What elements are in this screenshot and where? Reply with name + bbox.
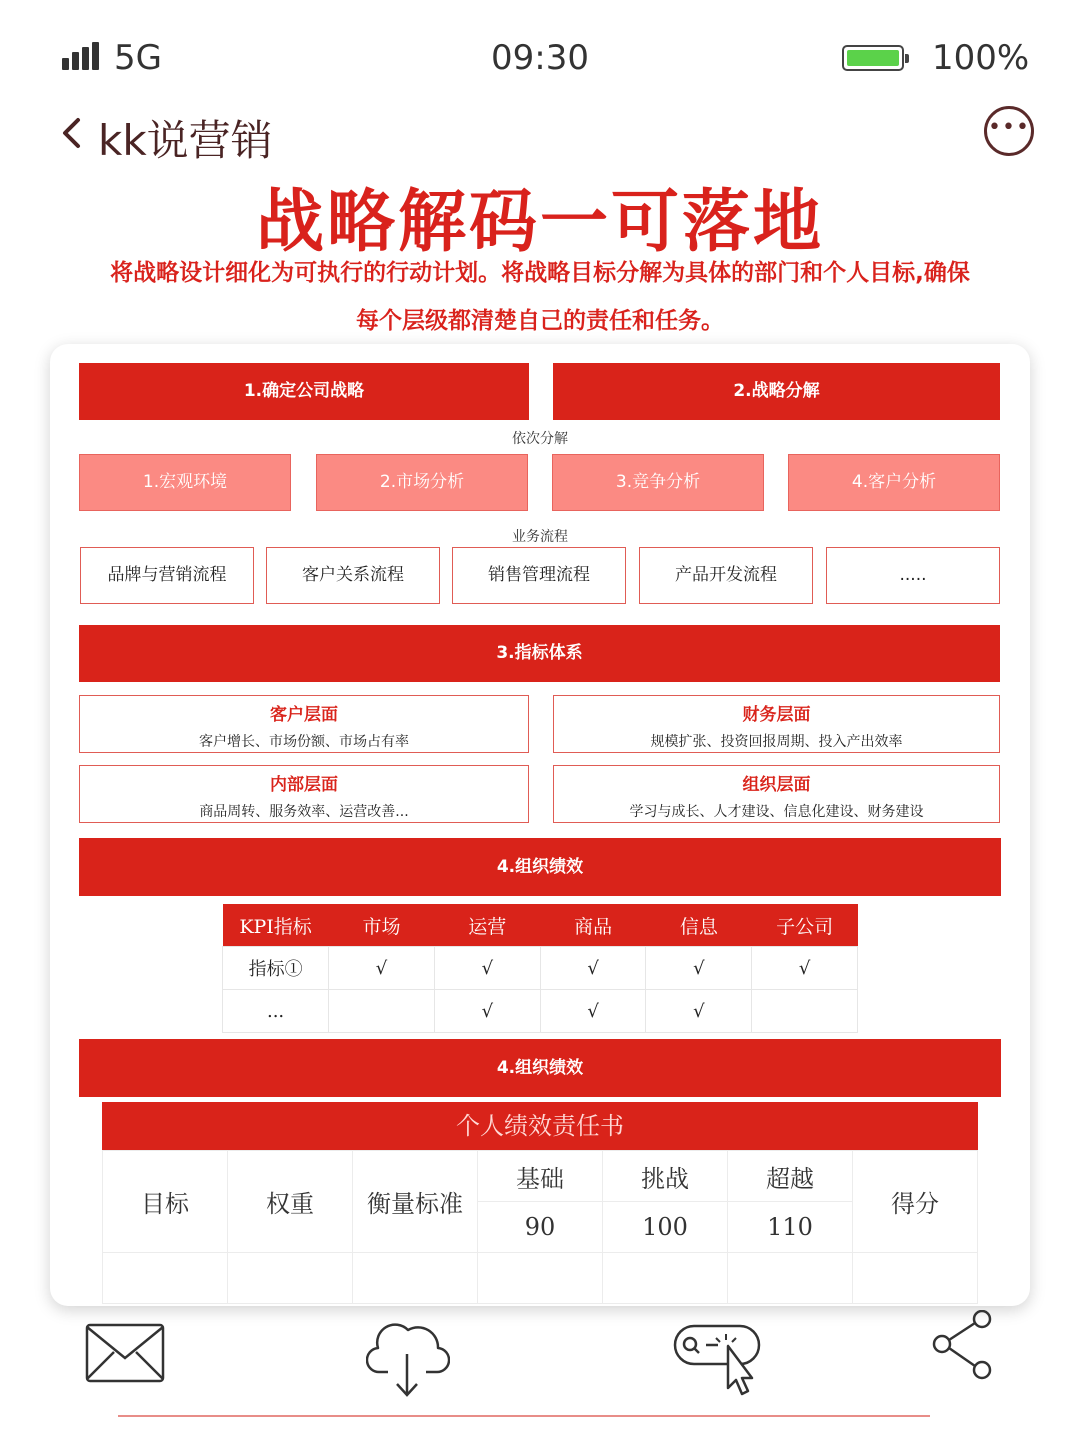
dimension-box xyxy=(79,695,529,753)
col-standard: 衡量标准 xyxy=(353,1151,478,1253)
dimension-box xyxy=(553,695,1000,753)
page-title: 战略解码一可落地 xyxy=(255,183,824,262)
step-3-bar: 3.指标体系 xyxy=(79,625,1000,682)
clock: 09:30 xyxy=(491,38,589,78)
sequence-note: 依次分解 xyxy=(512,431,568,447)
analysis-item: 2.市场分析 xyxy=(316,454,528,511)
kpi-header: 运营 xyxy=(434,904,540,947)
process-note: 业务流程 xyxy=(512,529,568,545)
value-base: 90 xyxy=(478,1202,603,1253)
analysis-item: 1.宏观环境 xyxy=(79,454,291,511)
subtitle-line-2: 每个层级都清楚自己的责任和任务。 xyxy=(356,308,724,334)
subtitle-line-1: 将战略设计细化为可执行的行动计划。将战略目标分解为具体的部门和个人目标,确保 xyxy=(110,260,970,286)
table-row xyxy=(223,990,858,1033)
responsibility-sheet xyxy=(102,1102,978,1304)
kpi-cell: √ xyxy=(646,990,752,1033)
cloud-download-icon[interactable] xyxy=(366,1318,450,1400)
table-row xyxy=(223,947,858,990)
kpi-header: 商品 xyxy=(540,904,646,947)
col-base: 基础 xyxy=(478,1151,603,1202)
value-challenge: 100 xyxy=(603,1202,728,1253)
col-challenge: 挑战 xyxy=(603,1151,728,1202)
kpi-cell: √ xyxy=(752,947,858,990)
kpi-table xyxy=(222,904,858,1033)
dimension-desc: 学习与成长、人才建设、信息化建设、财务建设 xyxy=(629,804,924,820)
empty-cell xyxy=(353,1253,478,1304)
empty-cell xyxy=(728,1253,853,1304)
kpi-cell: √ xyxy=(434,947,540,990)
process-item: 销售管理流程 xyxy=(452,547,626,604)
kpi-cell: ... xyxy=(223,990,329,1033)
analysis-item: 3.竞争分析 xyxy=(552,454,764,511)
kpi-header: 信息 xyxy=(646,904,752,947)
dimension-title: 内部层面 xyxy=(270,775,338,795)
dimension-title: 组织层面 xyxy=(742,775,811,795)
dimension-desc: 规模扩张、投资回报周期、投入产出效率 xyxy=(650,734,903,750)
process-item: 客户关系流程 xyxy=(266,547,440,604)
share-icon[interactable] xyxy=(928,1310,998,1382)
kpi-cell xyxy=(329,990,435,1033)
battery-icon xyxy=(842,45,904,71)
table-row xyxy=(103,1253,978,1304)
dimension-desc: 商品周转、服务效率、运营改善... xyxy=(199,804,409,820)
kpi-header-row xyxy=(223,904,858,947)
responsibility-title: 个人绩效责任书 xyxy=(102,1102,978,1150)
kpi-cell: √ xyxy=(329,947,435,990)
kpi-header: 子公司 xyxy=(752,904,858,947)
col-exceed: 超越 xyxy=(728,1151,853,1202)
dimension-box xyxy=(553,765,1000,823)
dimension-title: 财务层面 xyxy=(742,705,811,725)
process-item: 品牌与营销流程 xyxy=(80,547,254,604)
empty-cell xyxy=(853,1253,978,1304)
process-item: 产品开发流程 xyxy=(639,547,813,604)
kpi-cell: √ xyxy=(646,947,752,990)
mail-icon[interactable] xyxy=(84,1322,166,1384)
process-item: ..... xyxy=(826,547,1000,604)
chevron-left-icon[interactable] xyxy=(56,116,90,150)
kpi-cell: √ xyxy=(434,990,540,1033)
value-exceed: 110 xyxy=(728,1202,853,1253)
dimension-title: 客户层面 xyxy=(270,705,338,725)
status-bar xyxy=(0,36,1080,86)
step-4-bar: 4.组织绩效 xyxy=(79,838,1001,896)
responsibility-table xyxy=(102,1150,978,1304)
step-2-bar: 2.战略分解 xyxy=(553,363,1000,420)
network-label: 5G xyxy=(114,38,162,78)
search-click-icon[interactable] xyxy=(672,1320,764,1396)
analysis-item: 4.客户分析 xyxy=(788,454,1000,511)
bottom-toolbar xyxy=(0,1310,1080,1410)
more-dots-icon[interactable]: ••• xyxy=(984,106,1034,156)
step-1-bar: 1.确定公司战略 xyxy=(79,363,529,420)
bottom-divider xyxy=(118,1415,930,1417)
kpi-cell: 指标① xyxy=(223,947,329,990)
dimension-desc: 客户增长、市场份额、市场占有率 xyxy=(199,734,409,750)
col-goal: 目标 xyxy=(103,1151,228,1253)
kpi-header: KPI指标 xyxy=(223,904,329,947)
kpi-cell: √ xyxy=(540,990,646,1033)
nav-bar xyxy=(0,104,1080,168)
dimension-box xyxy=(79,765,529,823)
kpi-cell xyxy=(752,990,858,1033)
battery-percent: 100% xyxy=(932,38,1030,78)
kpi-header: 市场 xyxy=(329,904,435,947)
account-title: kk说营销 xyxy=(98,116,273,165)
empty-cell xyxy=(103,1253,228,1304)
empty-cell xyxy=(228,1253,353,1304)
col-score: 得分 xyxy=(853,1151,978,1253)
empty-cell xyxy=(603,1253,728,1304)
kpi-cell: √ xyxy=(540,947,646,990)
step-4-bar-personal: 4.组织绩效 xyxy=(79,1039,1001,1097)
col-weight: 权重 xyxy=(228,1151,353,1253)
empty-cell xyxy=(478,1253,603,1304)
